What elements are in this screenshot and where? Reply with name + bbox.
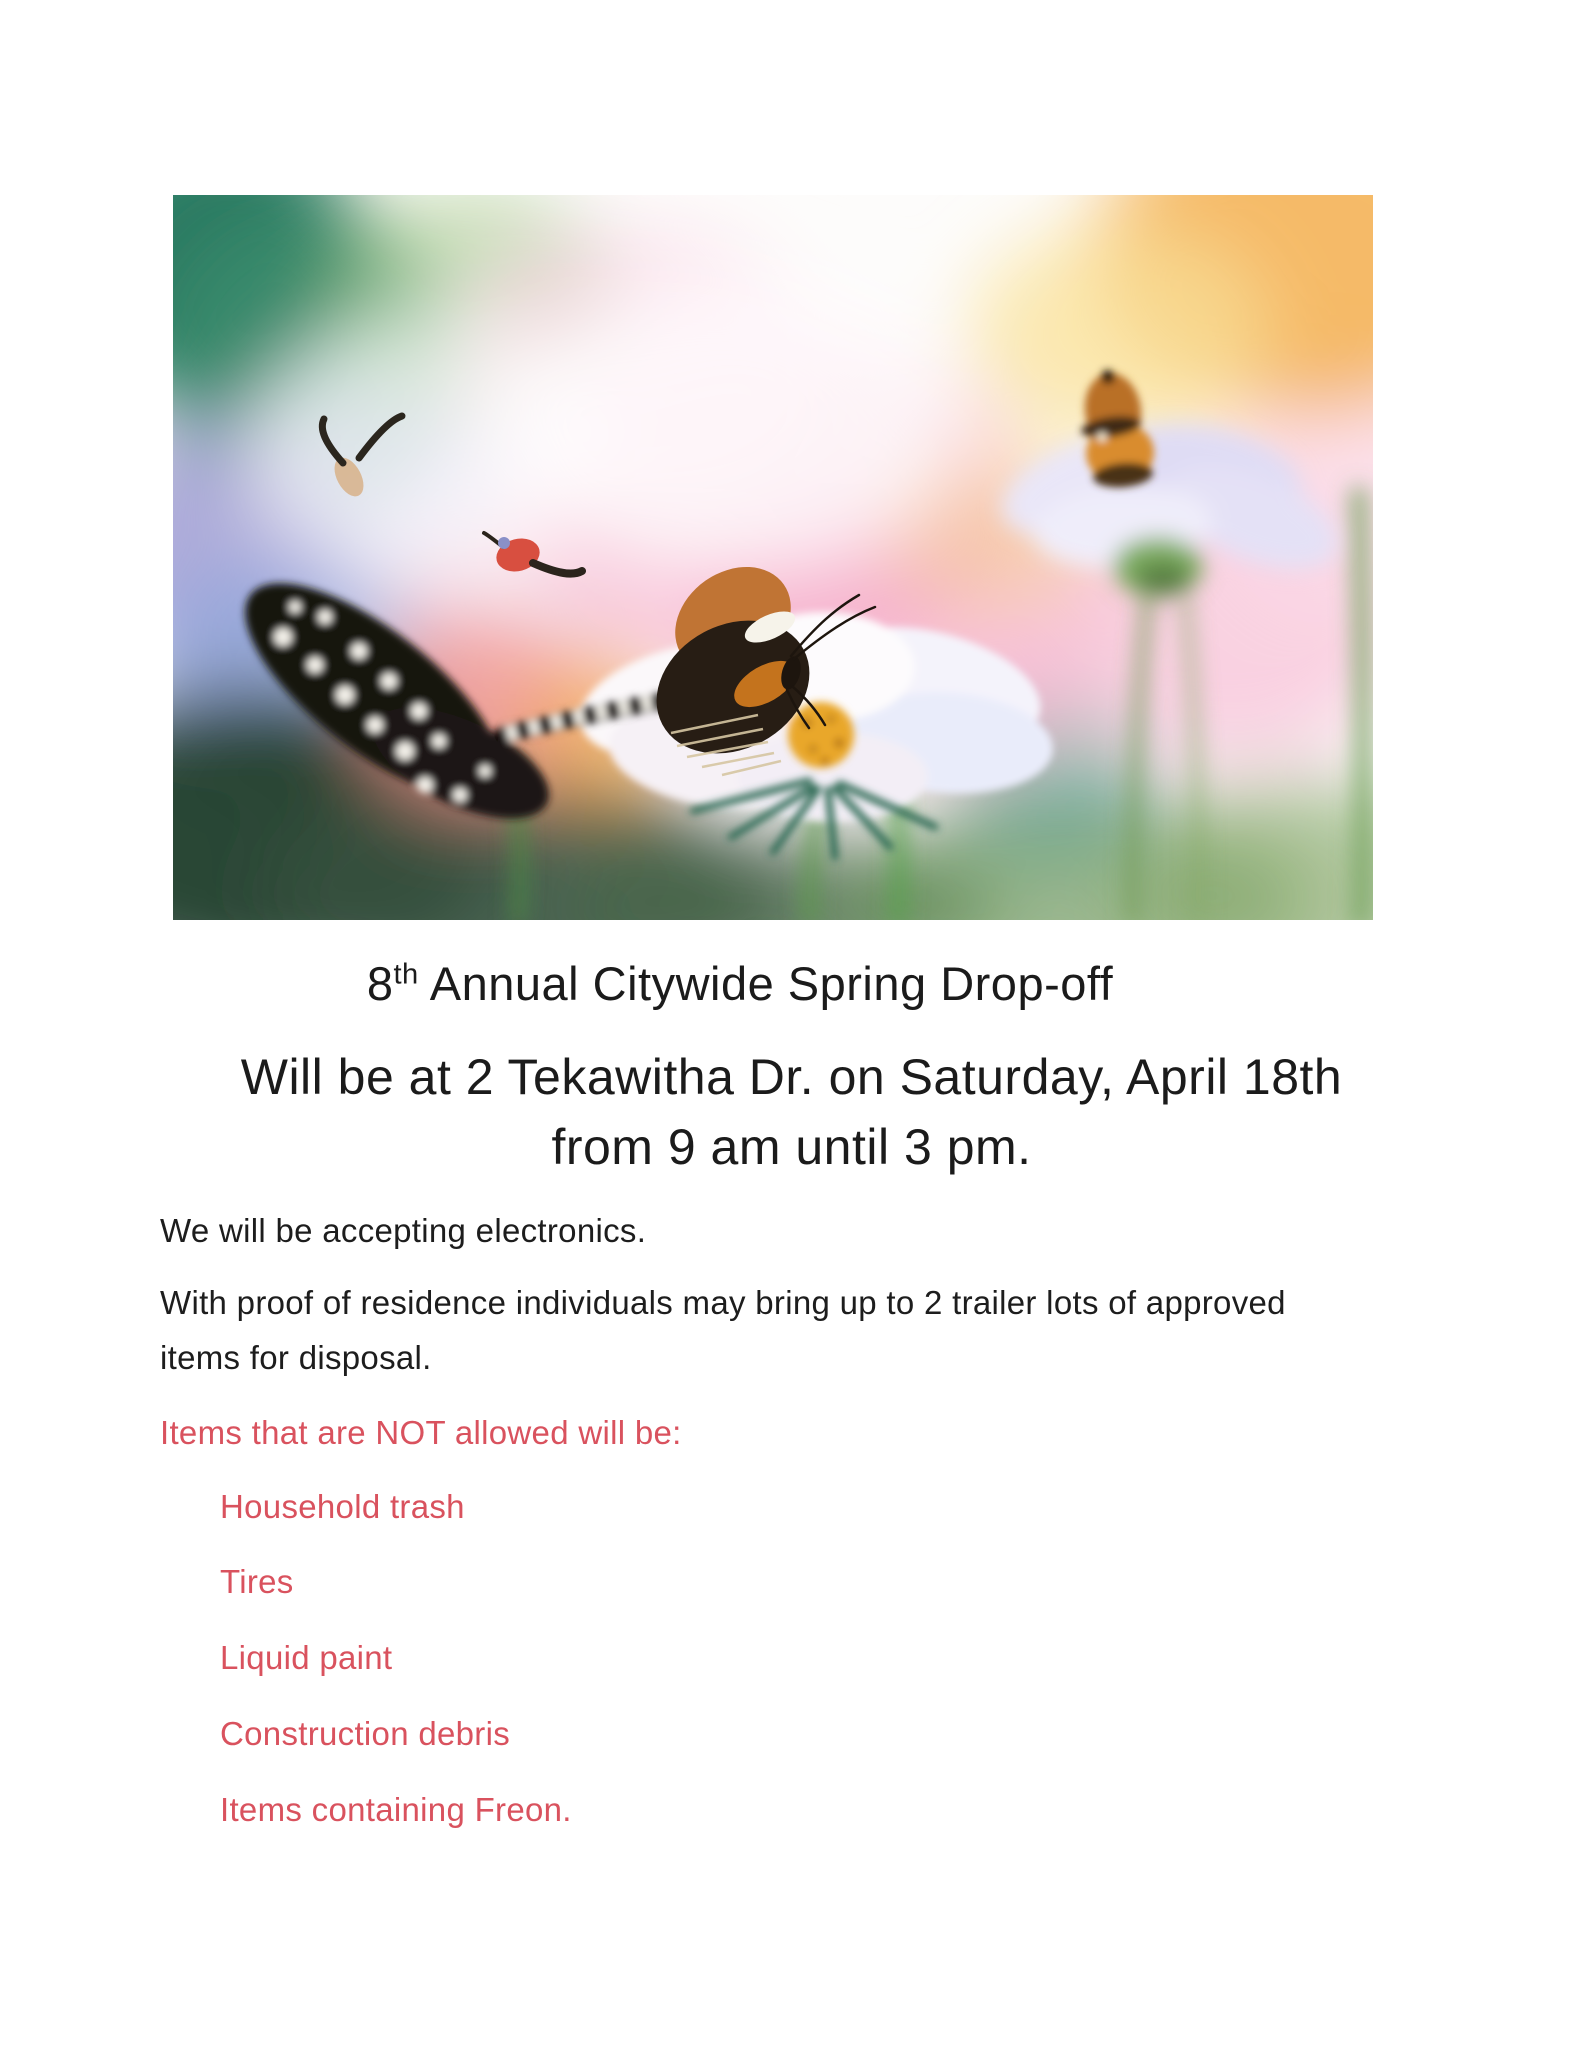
- butterfly-flower-photo: [173, 195, 1373, 920]
- event-location-date: Will be at 2 Tekawitha Dr. on Saturday, April 18th: [240, 1049, 1343, 1105]
- not-allowed-item-freon: Items containing Freon.: [220, 1791, 572, 1828]
- not-allowed-heading: Items that are NOT allowed will be:: [160, 1414, 682, 1451]
- title-ordinal: th: [393, 958, 419, 991]
- not-allowed-item-liquid-paint: Liquid paint: [220, 1639, 393, 1676]
- not-allowed-item-tires: Tires: [220, 1563, 294, 1600]
- accepting-electronics-note: We will be accepting electronics.: [160, 1212, 647, 1249]
- not-allowed-item-construction-debris: Construction debris: [220, 1715, 511, 1752]
- title-text: Annual Citywide Spring Drop-off: [418, 957, 1114, 1010]
- proof-of-residence-note-line1: With proof of residence individuals may bring up to 2 trailer lots of approved: [160, 1284, 1286, 1321]
- page-title: [90, 958, 1390, 1010]
- title-number: 8: [366, 957, 394, 1010]
- event-time: from 9 am until 3 pm.: [551, 1119, 1032, 1175]
- not-allowed-item-household-trash: Household trash: [220, 1488, 465, 1525]
- proof-of-residence-note-line2: items for disposal.: [160, 1339, 432, 1376]
- butterfly-flower-photo-art: [173, 195, 1373, 920]
